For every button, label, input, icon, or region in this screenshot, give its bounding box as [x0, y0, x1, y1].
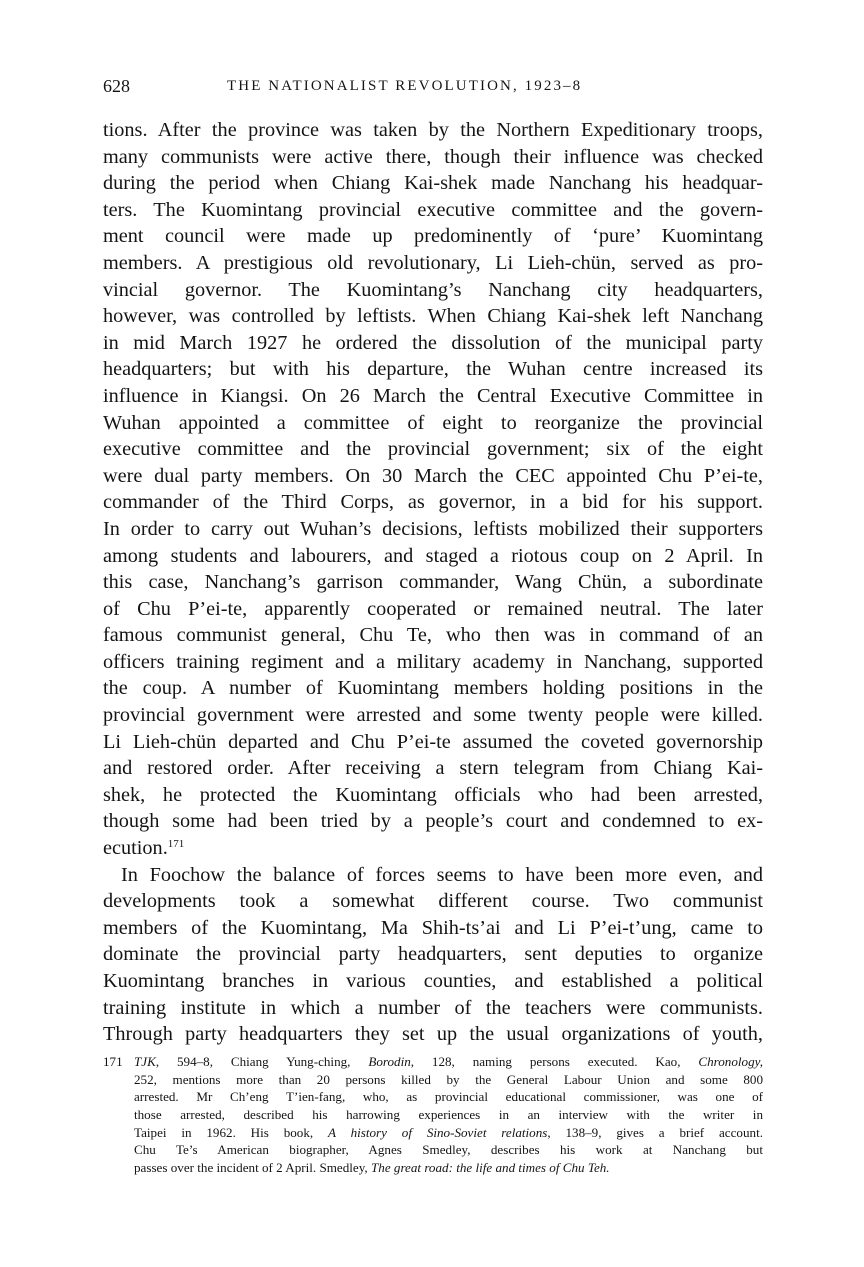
footnote-text: , 594–8, Chiang Yung-ching,	[155, 1054, 369, 1069]
footnote-line: Chu Te’s American biographer, Agnes Smedley, describes his work at Nanchang but	[134, 1142, 763, 1158]
page-number: 628	[103, 76, 130, 96]
text-line: many communists were active there, though their influence was checked	[103, 145, 763, 168]
footnote-text: Taipei in 1962. His book,	[134, 1124, 328, 1140]
text-line: headquarters; but with his departure, the Wuhan centre increased its	[103, 358, 763, 381]
footnote	[103, 1053, 763, 1177]
text-line: among students and labourers, and staged a riotous coup on 2 April. In	[103, 544, 763, 567]
text-line: members of the Kuomintang, Ma Shih-ts’ai and Li P’ei-t’ung, came to	[103, 916, 763, 939]
text-line: of Chu P’ei-te, apparently cooperated or remained neutral. The later	[103, 597, 763, 620]
footnote-reference: 171	[167, 838, 185, 851]
text-line: developments took a somewhat different course. Two communist	[103, 890, 763, 913]
text-line: officers training regiment and a military academy in Nanchang, supported	[103, 650, 763, 673]
text-line: influence in Kiangsi. On 26 March the Central Executive Committee in	[103, 384, 763, 407]
paragraph-end-line	[103, 835, 763, 862]
footnote-italic: Chronology,	[698, 1054, 763, 1069]
text-line: Kuomintang branches in various counties, and established a political	[103, 970, 763, 992]
running-head: THE NATIONALIST REVOLUTION, 1923–8	[227, 78, 583, 94]
footnote-line: arrested. Mr Ch’eng T’ien-fang, who, as provincial educational commissioner, was one of	[134, 1089, 763, 1105]
footnote-text: , 138–9, gives a brief account.	[547, 1124, 763, 1140]
text-line: members. A prestigious old revolutionary, Li Lieh-chün, served as pro-	[103, 251, 763, 274]
text-line: ment council were made up predominently of ‘pure’ Kuomintang	[103, 225, 763, 248]
text-line: and restored order. After receiving a stern telegram from Chiang Kai-	[103, 757, 763, 780]
text-line: the coup. A number of Kuomintang members holding positions in the	[103, 677, 763, 700]
footnote-italic: TJK	[134, 1054, 156, 1069]
footnote-italic: Borodin	[368, 1054, 411, 1069]
text-line: dominate the provincial party headquarters, sent deputies to organize	[103, 943, 763, 966]
text-line: training institute in which a number of the teachers were communists.	[103, 996, 763, 1019]
paragraph-start-line: In Foochow the balance of forces seems to have been more even, and	[121, 863, 763, 886]
text-line: however, was controlled by leftists. When Chiang Kai-shek left Nanchang	[103, 305, 763, 328]
footnote-line: those arrested, described his harrowing experiences in an interview with the writer in	[134, 1107, 763, 1123]
text-line: in mid March 1927 he ordered the dissolution of the municipal party	[103, 331, 763, 354]
footnote-number: 171	[103, 1054, 123, 1069]
footnote-line	[103, 1159, 763, 1177]
footnote-line	[103, 1053, 763, 1071]
text-line: though some had been tried by a people’s court and condemned to ex-	[103, 810, 763, 833]
footnote-line	[103, 1124, 763, 1142]
text-line: executive committee and the provincial government; six of the eight	[103, 438, 763, 461]
footnote-text: , 128, naming persons executed. Kao,	[410, 1054, 699, 1069]
text-line: tions. After the province was taken by the Northern Expeditionary troops,	[103, 119, 763, 141]
text-line: this case, Nanchang’s garrison commander, Wang Chün, a subordinate	[103, 571, 763, 594]
text-line: commander of the Third Corps, as governor, in a bid for his support.	[103, 491, 763, 514]
text-line: ters. The Kuomintang provincial executive committee and the govern-	[103, 198, 763, 221]
text-line: shek, he protected the Kuomintang officials who had been arrested,	[103, 783, 763, 806]
text-line: Li Lieh-chün departed and Chu P’ei-te assumed the coveted governorship	[103, 730, 763, 753]
text-line: ecution.	[103, 837, 168, 860]
footnote-italic: The great road: the life and times of Chu Teh.	[370, 1160, 610, 1176]
text-line: during the period when Chiang Kai-shek made Nanchang his headquar-	[103, 172, 763, 195]
text-line: famous communist general, Chu Te, who then was in command of an	[103, 624, 763, 647]
text-line: were dual party members. On 30 March the CEC appointed Chu P’ei-te,	[103, 464, 763, 487]
text-line: Wuhan appointed a committee of eight to reorganize the provincial	[103, 411, 763, 434]
page-header	[103, 76, 763, 100]
footnote-italic: A history of Sino-Soviet relations	[328, 1124, 548, 1140]
footnote-text: passes over the incident of 2 April. Smedley,	[134, 1160, 371, 1176]
text-line: In order to carry out Wuhan’s decisions, leftists mobilized their supporters	[103, 517, 763, 540]
text-line: Through party headquarters they set up the usual organizations of youth,	[103, 1023, 763, 1046]
text-line: vincial governor. The Kuomintang’s Nanchang city headquarters,	[103, 278, 763, 301]
body-text	[103, 117, 763, 1048]
footnote-line: 252, mentions more than 20 persons killed by the General Labour Union and some 800	[134, 1071, 763, 1087]
text-line: provincial government were arrested and some twenty people were killed.	[103, 704, 763, 727]
